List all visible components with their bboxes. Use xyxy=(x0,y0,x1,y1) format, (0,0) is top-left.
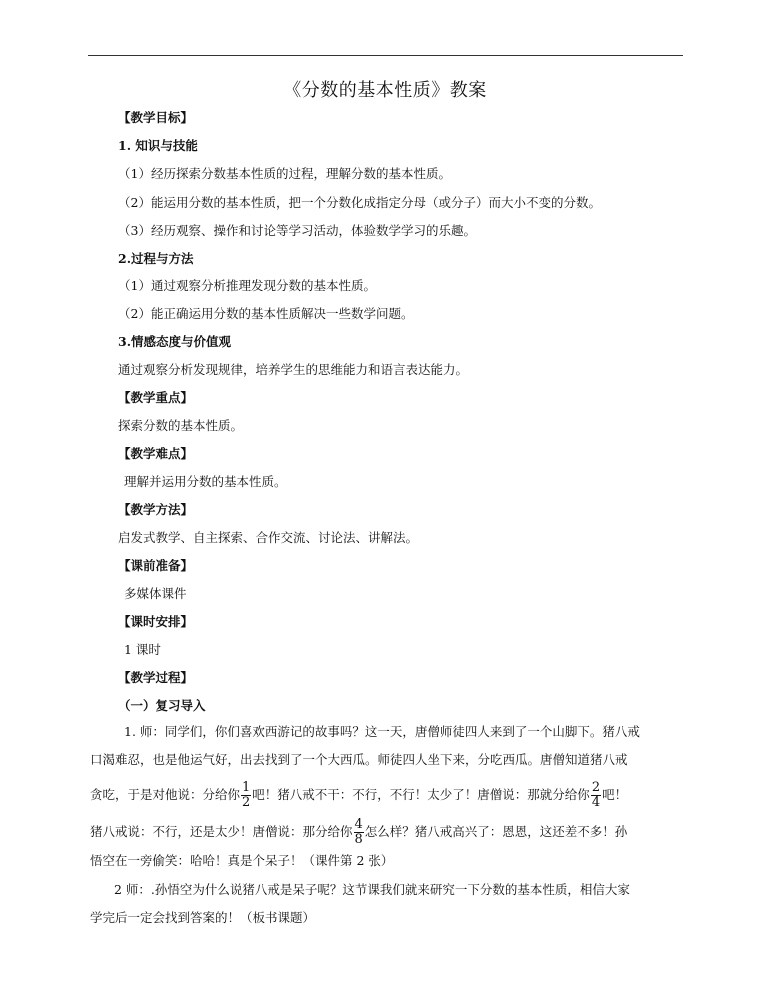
paragraph-line-with-fractions: 贪吃，于是对他说：分给你 $\frac{1}{2}$ 吧！猪八戒不干：不行，不行！太少了！唐僧说：那就分给你 $\frac{2}{4}$ 吧！ xyxy=(90,780,628,810)
paragraph-line: 1. 师：同学们，你们喜欢西游记的故事吗？这一天，唐僧师徒四人来到了一个山脚下。猪八戒 xyxy=(124,724,640,739)
header-rule xyxy=(88,55,683,56)
process-subheader: （一）复习导入 xyxy=(118,698,206,713)
paragraph-line: 学完后一定会找到答案的！（板书课题） xyxy=(90,910,316,925)
goals-section-3: 3.情感态度与价值观 xyxy=(118,334,232,349)
goals-s2-item-1: （1）通过观察分析推理发现分数的基本性质。 xyxy=(118,278,376,293)
prep-text: 多媒体课件 xyxy=(124,586,187,601)
fraction-one-half: $\frac{1}{2}$ xyxy=(242,780,251,810)
method-header: 【教学方法】 xyxy=(118,502,194,517)
schedule-header: 【课时安排】 xyxy=(118,614,194,629)
goals-header: 【教学目标】 xyxy=(118,110,194,125)
key-points-text: 探索分数的基本性质。 xyxy=(118,418,244,433)
goals-s1-item-1: （1）经历探索分数基本性质的过程，理解分数的基本性质。 xyxy=(118,166,451,181)
difficulty-header: 【教学难点】 xyxy=(118,446,194,461)
goals-s1-item-2: （2）能运用分数的基本性质，把一个分数化成指定分母（或分子）而大小不变的分数。 xyxy=(118,195,601,210)
key-points-header: 【教学重点】 xyxy=(118,390,194,405)
paragraph-line-with-fraction: 猪八戒说：不行，还是太少！唐僧说：那分给你 $\frac{4}{8}$ 怎么样？猪八戒高兴了：恩恩，这还差不多！孙 xyxy=(90,817,628,847)
paragraph-line: 口渴难忍，也是他运气好，出去找到了一个大西瓜。师徒四人坐下来，分吃西瓜。唐僧知道猪八戒 xyxy=(90,752,628,767)
prep-header: 【课前准备】 xyxy=(118,558,194,573)
process-header: 【教学过程】 xyxy=(118,670,194,685)
fraction-two-fourths: $\frac{2}{4}$ xyxy=(591,780,601,810)
goals-s1-item-3: （3）经历观察、操作和讨论等学习活动，体验数学学习的乐趣。 xyxy=(118,223,476,238)
goals-section-2: 2.过程与方法 xyxy=(118,251,194,266)
paragraph-line: 悟空在一旁偷笑：哈哈！真是个呆子！（课件第 2 张） xyxy=(90,853,394,868)
difficulty-text: 理解并运用分数的基本性质。 xyxy=(124,474,287,489)
goals-section-1: 1. 知识与技能 xyxy=(118,138,198,153)
schedule-text: 1 课时 xyxy=(124,642,161,657)
page-title: 《分数的基本性质》教案 xyxy=(283,80,487,101)
fraction-four-eighths: $\frac{4}{8}$ xyxy=(354,817,363,847)
goals-s3-text: 通过观察分析发现规律，培养学生的思维能力和语言表达能力。 xyxy=(118,362,469,377)
method-text: 启发式教学、自主探索、合作交流、讨论法、讲解法。 xyxy=(118,530,419,545)
paragraph-line: 2 师：.孙悟空为什么说猪八戒是呆子呢？这节课我们就来研究一下分数的基本性质，相信大家 xyxy=(114,882,630,897)
goals-s2-item-2: （2）能正确运用分数的基本性质解决一些数学问题。 xyxy=(118,306,414,321)
